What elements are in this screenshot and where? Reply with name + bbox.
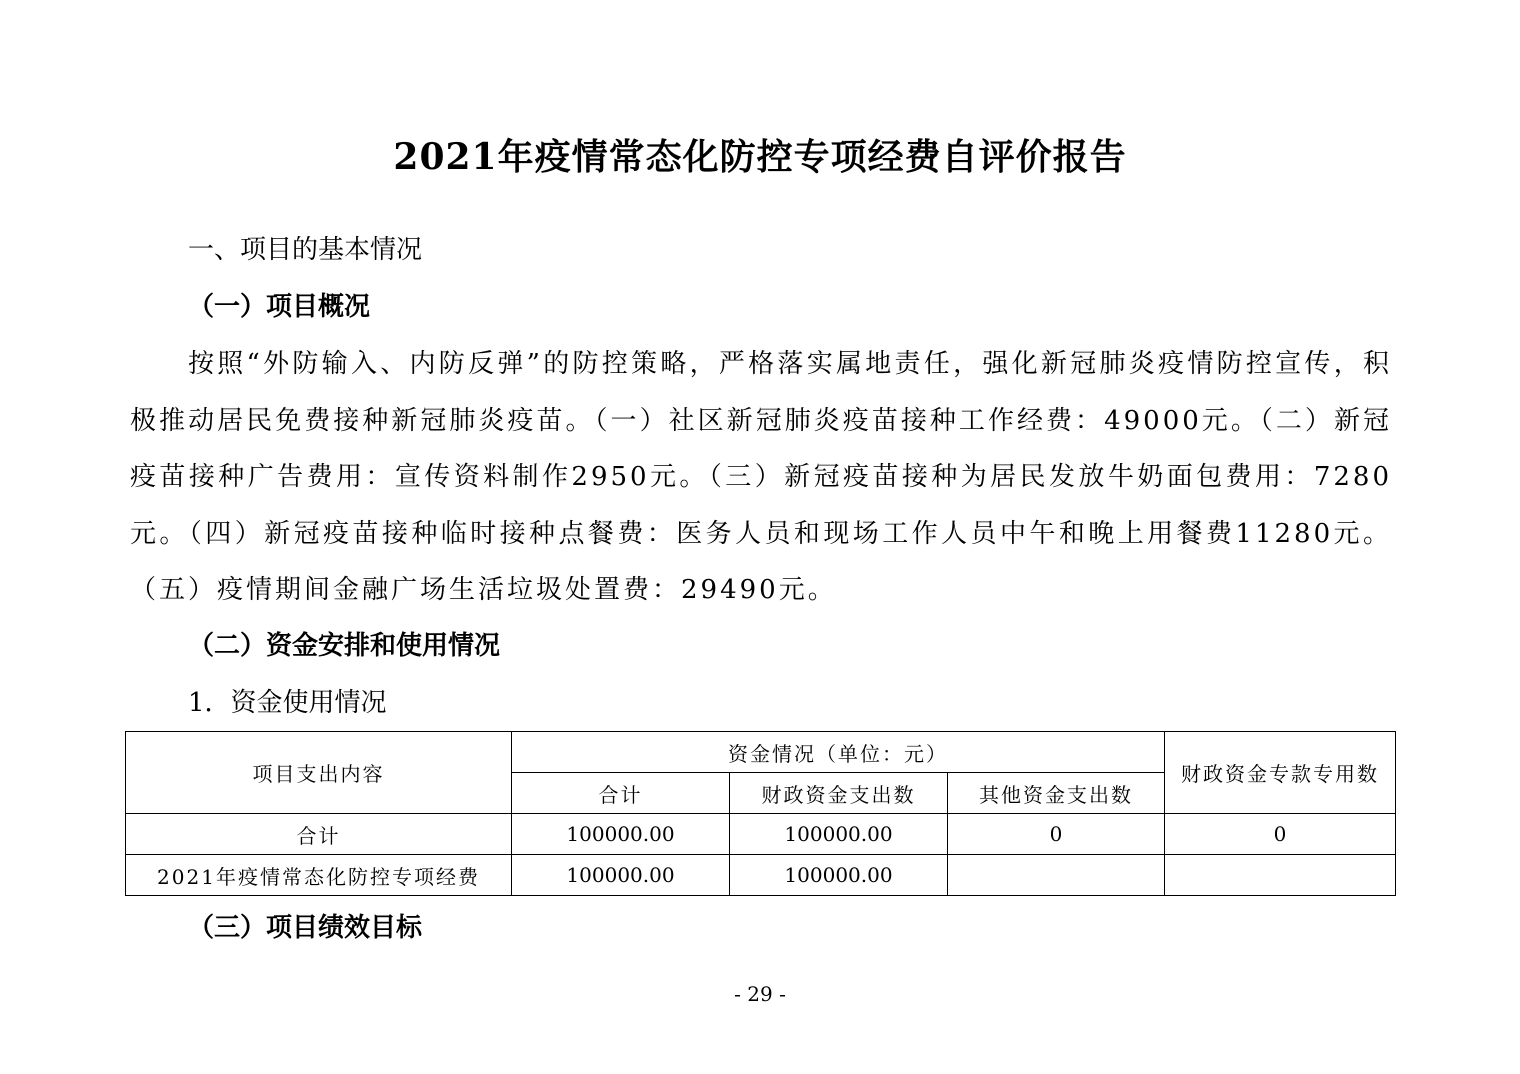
cell-fiscal: 100000.00 <box>730 855 948 896</box>
subsection-heading-overview: （一）项目概况 <box>188 292 371 322</box>
subsection-heading-fund-arrangement: （二）资金安排和使用情况 <box>188 631 501 661</box>
item-heading-fund-usage: 1．资金使用情况 <box>188 688 387 718</box>
table-row <box>126 814 1396 855</box>
header-total: 合计 <box>512 773 730 814</box>
cell-item: 2021年疫情常态化防控专项经费 <box>126 855 512 896</box>
header-fiscal-expense: 财政资金支出数 <box>730 773 948 814</box>
page-number: - 29 - <box>734 982 786 1006</box>
cell-special: 0 <box>1165 814 1396 855</box>
overview-paragraph: 按照“外防输入、内防反弹”的防控策略，严格落实属地责任，强化新冠肺炎疫情防控宣传，积极推动居民免费接种新冠肺炎疫苗。（一）社区新冠肺炎疫苗接种工作经费：49000元。（二）新冠疫苗接种广告费用：宣传资料制作2950元。（三）新冠疫苗接种为居民发放牛奶面包费用：7280元。（四）新冠疫苗接种临时接种点餐费：医务人员和现场工作人员中午和晚上用餐费11280元。（五）疫情期间金融广场生活垃圾处置费：29490元。 <box>130 349 1392 605</box>
cell-fiscal: 100000.00 <box>730 814 948 855</box>
header-fund-status: 资金情况（单位：元） <box>512 732 1165 773</box>
cell-other <box>948 855 1165 896</box>
cell-total: 100000.00 <box>512 855 730 896</box>
cell-item: 合计 <box>126 814 512 855</box>
header-special-use: 财政资金专款专用数 <box>1165 732 1396 814</box>
table-row <box>126 855 1396 896</box>
page-title: 2021年疫情常态化防控专项经费自评价报告 <box>393 136 1127 178</box>
table-header-row <box>126 732 1396 773</box>
subsection-heading-performance-goals: （三）项目绩效目标 <box>188 913 423 943</box>
header-other-expense: 其他资金支出数 <box>948 773 1165 814</box>
header-item-content: 项目支出内容 <box>126 732 512 814</box>
fund-usage-table <box>125 731 1396 896</box>
cell-other: 0 <box>948 814 1165 855</box>
section-heading-basic-info: 一、项目的基本情况 <box>188 235 423 265</box>
cell-special <box>1165 855 1396 896</box>
cell-total: 100000.00 <box>512 814 730 855</box>
